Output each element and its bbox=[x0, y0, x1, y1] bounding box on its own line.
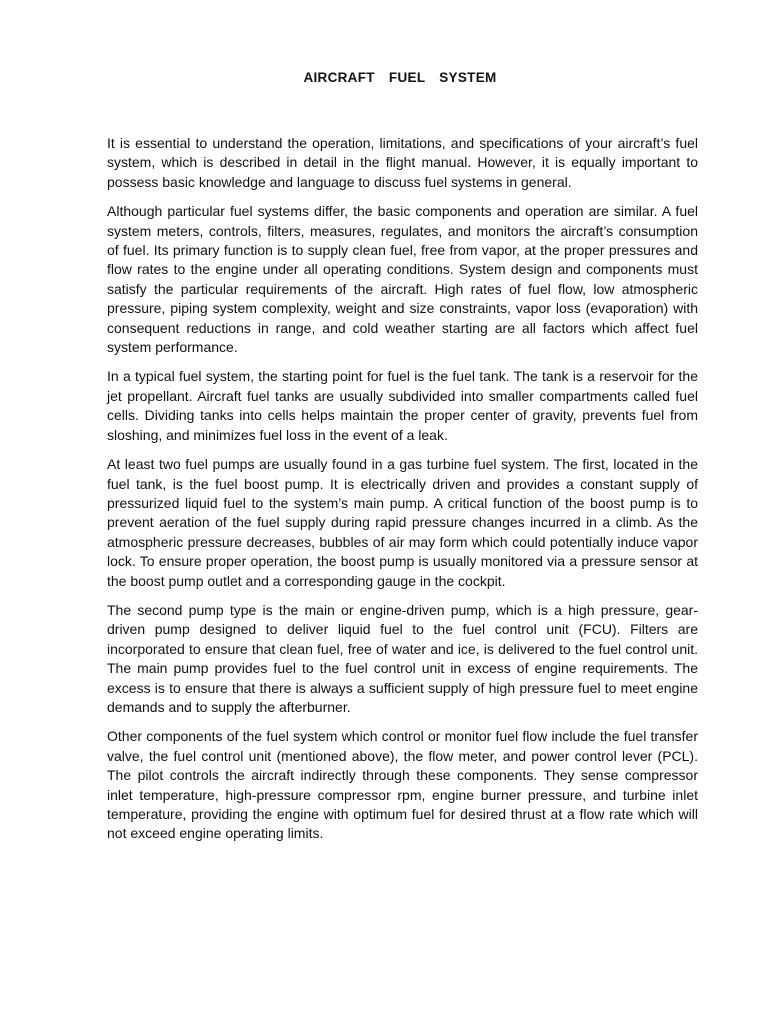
paragraph: At least two fuel pumps are usually found in a gas turbine fuel system. The first, located in the fuel tank, is the fuel boost pump. It is electrically driven and provides a constant supply of pressurized liquid fuel to the system’s main pump. A critical function of the boost pump is to prevent aeration of the fuel supply during rapid pressure changes incurred in a climb. As the atmospheric pressure decreases, bubbles of air may form which could potentially induce vapor lock. To ensure proper operation, the boost pump is usually monitored via a pressure sensor at the boost pump outlet and a corresponding gauge in the cockpit. bbox=[107, 456, 698, 589]
paragraph: In a typical fuel system, the starting point for fuel is the fuel tank. The tank is a reservoir for the jet propellant. Aircraft fuel tanks are usually subdivided into smaller compartments called fuel cells. Dividing tanks into cells helps maintain the proper center of gravity, prevents fuel from sloshing, and minimizes fuel loss in the event of a leak. bbox=[107, 368, 698, 443]
document-body bbox=[107, 134, 698, 854]
document-title: AIRCRAFT FUEL SYSTEM bbox=[303, 70, 497, 85]
paragraph: The second pump type is the main or engine-driven pump, which is a high pressure, gear-driven pump designed to deliver liquid fuel to the fuel control unit (FCU). Filters are incorporated to ensure that clean fuel, free of water and ice, is delivered to the fuel control unit. The main pump provides fuel to the fuel control unit in excess of engine requirements. The excess is to ensure that there is always a sufficient supply of high pressure fuel to meet engine demands and to supply the afterburner. bbox=[107, 601, 698, 715]
paragraph: Other components of the fuel system which control or monitor fuel flow include the fuel transfer valve, the fuel control unit (mentioned above), the flow meter, and power control lever (PCL). The pilot controls the aircraft indirectly through these components. They sense compressor inlet temperature, high-pressure compressor rpm, engine burner pressure, and turbine inlet temperature, providing the engine with optimum fuel for desired thrust at a flow rate which will not exceed engine operating limits. bbox=[107, 728, 698, 842]
paragraph: It is essential to understand the operation, limitations, and specifications of your aircraft’s fuel system, which is described in detail in the flight manual. However, it is equally important to possess basic knowledge and language to discuss fuel systems in general. bbox=[107, 135, 698, 190]
paragraph: Although particular fuel systems differ, the basic components and operation are similar. A fuel system meters, controls, filters, measures, regulates, and monitors the aircraft’s consumption of fuel. Its primary function is to supply clean fuel, free from vapor, at the proper pressures and flow rates to the engine under all operating conditions. System design and components must satisfy the particular requirements of the aircraft. High rates of fuel flow, low atmospheric pressure, piping system complexity, weight and size constraints, vapor loss (evaporation) with consequent reductions in range, and cold weather starting are all factors which affect fuel system performance. bbox=[107, 203, 698, 356]
